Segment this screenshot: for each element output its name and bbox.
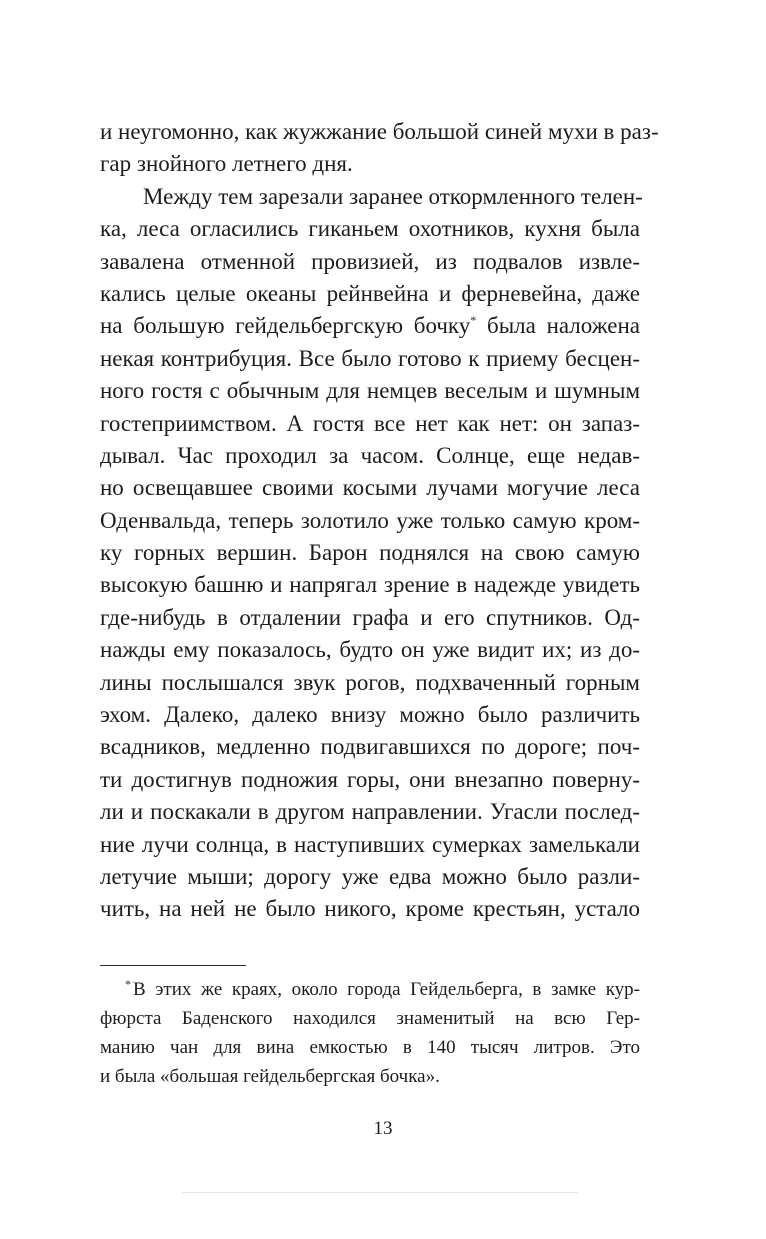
text-line: Между тем зарезали заранее откормленного телен- [143,183,643,209]
text-line: дывал. Час проходил за часом. Солнце, еще недав- [100,442,640,468]
text-line: гар знойного летнего дня. [100,151,353,177]
text-line: ка, леса огласились гиканьем охотников, кухня была [100,216,640,242]
text-fragment: на большую гейдельбергскую бочку [100,313,471,339]
text-line: но освещавшее своими косыми лучами могучие леса [100,475,640,501]
text-line: эхом. Далеко, далеко внизу можно было различить [100,702,640,728]
text-line: гостеприимством. А гостя все нет как нет: он запаз- [100,410,640,436]
text-line: летучие мыши; дорогу уже едва можно было разли- [100,863,640,889]
footnote-marker: * [125,977,131,991]
text-line: некая контрибуция. Все было готово к приему бесцен- [100,345,640,371]
text-line: ного гостя с обычным для немцев веселым и шумным [100,378,640,404]
text-line: высокую башню и напрягал зрение в надежде увидеть [100,572,640,598]
text-line: ку горных вершин. Барон поднялся на свою самую [100,540,640,566]
footnote-line [100,975,640,1004]
text-line: где-нибудь в отдалении графа и его спутников. Од- [100,604,640,630]
footnote-line: и была «большая гейдельбергская бочка». [100,1066,440,1087]
text-line: ти достигнув подножия горы, они внезапно поверну- [100,766,640,792]
text-fragment: была наложена [487,313,641,339]
footnote-line: манию чан для вина емкостью в 140 тысяч литров. Это [100,1037,640,1058]
text-line: ние лучи солнца, в наступивших сумерках замелькали [100,831,640,857]
text-line: и неугомонно, как жужжание большой синей мухи в раз- [100,119,659,144]
text-line: кались целые океаны рейнвейна и ферневейна, даже [100,280,640,306]
page-number: 13 [373,1118,393,1139]
text-line-with-footnote-ref [100,310,640,342]
text-line: всадников, медленно подвигавшихся по дороге; поч- [100,734,640,760]
footnote-reference: * [470,313,477,328]
text-line: ли и поскакали в другом направлении. Угасли послед- [100,799,640,825]
text-line: чить, на ней не было никого, кроме крестьян, устало [100,896,640,922]
footnote-line: фюрста Баденского находился знаменитый на всю Гер- [100,1008,640,1029]
text-line: Оденвальда, теперь золотило уже только самую кром- [100,507,640,533]
text-line: завалена отменной провизией, из подвалов извле- [100,248,640,274]
bottom-divider [182,1192,578,1193]
text-line: лины послышался звук рогов, подхваченный горным [100,669,640,695]
footnote-text: В этих же краях, около города Гейдельберга, в замке кур- [133,979,640,1000]
main-text [100,116,659,926]
footnote [100,975,640,1091]
text-line: нажды ему показалось, будто он уже видит их; из до- [100,637,640,663]
footnote-divider [100,965,246,966]
